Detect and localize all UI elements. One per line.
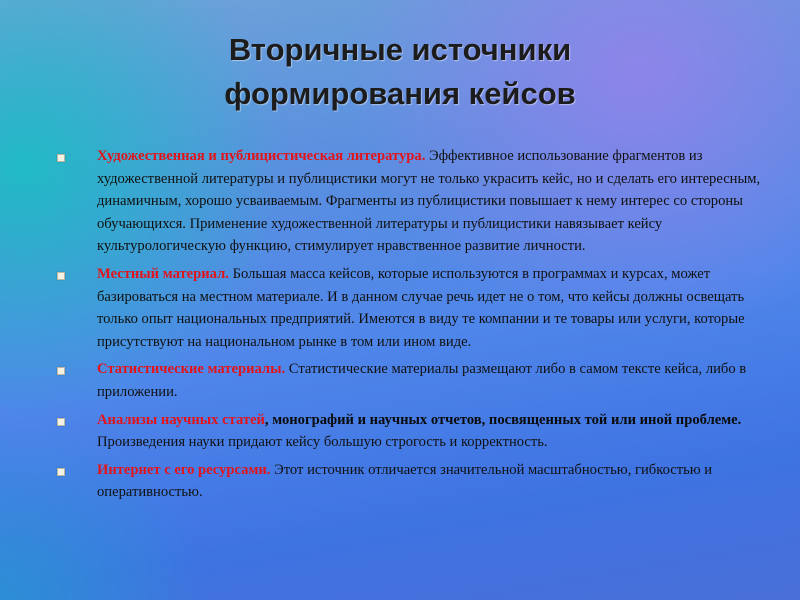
square-bullet-icon: [57, 367, 65, 375]
list-item-internet: [56, 459, 768, 504]
item-heading: Статистические материалы.: [97, 361, 286, 378]
sources-list: [56, 145, 768, 509]
slide-title-line-2: формирования кейсов: [224, 76, 576, 111]
item-heading: Анализы научных статей: [97, 411, 265, 428]
item-text: Эффективное использование фрагментов из художественной литературы и публицистики могут не только украсить кейс, но и сделать его интересным, динамичным, хорошо усваиваемым. Фрагменты из публицистики повышает к нему интерес со стороны обучающихся. Применение художественной литературы и публицистики навязывает кейсу культурологическую функцию, стимулирует нравственное развитие личности.: [97, 148, 761, 255]
item-heading: Местный материал.: [97, 265, 229, 282]
square-bullet-icon: [57, 418, 65, 426]
item-text: Этот источник отличается значительной масштабностью, гибкостью и оперативностью.: [97, 461, 713, 501]
item-heading: Интернет с его ресурсами.: [97, 461, 271, 478]
item-heading-continuation: , монографий и научных отчетов, посвященных той или иной проблеме.: [264, 411, 742, 428]
list-item-fiction-literature: [56, 145, 768, 258]
slide-title-line-1: Вторичные источники: [228, 32, 572, 67]
item-heading: Художественная и публицистическая литература.: [97, 148, 426, 164]
square-bullet-icon: [57, 468, 65, 476]
square-bullet-icon: [57, 154, 65, 162]
square-bullet-icon: [57, 272, 65, 280]
list-item-scientific-analyses: [56, 409, 768, 454]
item-text: Произведения науки придают кейсу большую строгость и корректность.: [97, 434, 548, 451]
item-text: Статистические материалы размещают либо в самом тексте кейса, либо в приложении.: [97, 361, 747, 400]
slide-title: [0, 28, 800, 116]
item-text: Большая масса кейсов, которые используются в программах и курсах, может базироваться на местном материале. И в данном случае речь идет не о том, что кейсы должны освещать только опыт национальных предприятий. Имеются в виду те компании и те товары или услуги, которые присутствуют на национальном рынке в том или ином виде.: [97, 265, 745, 350]
list-item-local-material: [56, 263, 768, 353]
list-item-statistics: [56, 358, 768, 403]
